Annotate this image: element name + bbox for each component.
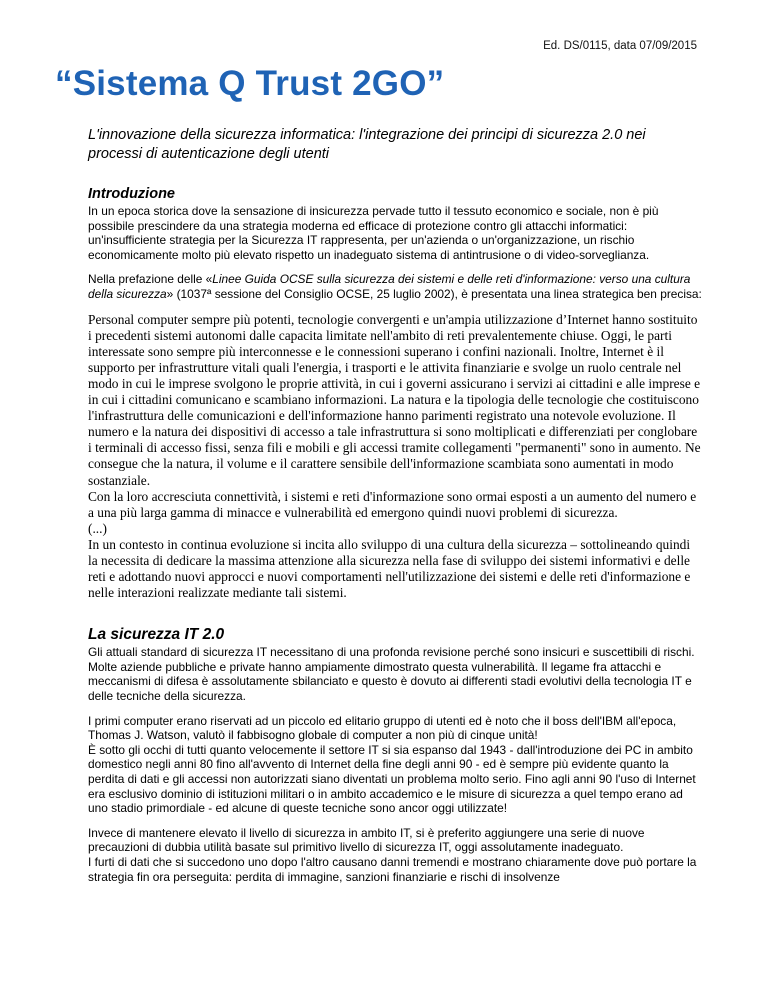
document-body: [88, 126, 703, 894]
quote-paragraph: Personal computer sempre più potenti, tecnologie convergenti e un'ampia utilizzazione d’Internet hanno sostituito i precedenti sistemi autonomi dalle capacita limitate nell'ambito di reti prevalentemente chiuse. Oggi, le parti interessate sono sempre più interconnesse e le connessioni superano i confini nazionali. Inoltre, Internet è il supporto per infrastrutture vitali quali l'energia, i trasporti e le attivita finanziarie e svolge un ruolo centrale nel modo in cui le imprese svolgono le proprie attività, in cui i governi assicurano i servizi ai cittadini e alle imprese e in cui i cittadini comunicano e scambiano informazioni. La natura e la tipologia delle tecnologie che costituiscono l'infrastruttura delle comunicazioni e dell'informazione hanno parimenti registrato una notevole evoluzione. Il numero e la natura dei dispositivi di accesso a tale infrastruttura si sono moltiplicati e differenziati per conglobare i terminali di accesso fissi, senza fili e mobili e gli accessi tramite collegamenti "permanenti" sono in aumento. Ne consegue che la natura, il volume e il carattere sensibile dell'informazione scambiata sono aumentati in modo sostanziale.: [88, 311, 701, 488]
section-heading-introduzione: Introduzione: [88, 186, 175, 202]
intro-paragraph-1: In un epoca storica dove la sensazione di insicurezza pervade tutto il tessuto economico e sociale, non è più possibile prescindere da una strategia moderna ed efficace di protezione contro gli attacchi informatici: un'insufficiente strategia per la Sicurezza IT rappresenta, per un'azienda o un'organizzazione, un rischio economicamente molto più elevato rispetto un inadeguato sistema di antintrusione o di video-sorveglianza.: [88, 204, 659, 262]
oecd-quote: [88, 312, 703, 602]
intro-paragraph-2-italic: Linee Guida OCSE sulla sicurezza dei sistemi e delle reti d'informazione: verso una cultura della sicurezza: [88, 272, 691, 301]
intro-paragraph-2-pre: Nella prefazione delle «: [88, 272, 213, 287]
document-title: “Sistema Q Trust 2GO”: [55, 64, 445, 103]
security-paragraph-2-line: È sotto gli occhi di tutti quanto velocemente il settore IT si sia espanso dal 1943 - dall'introduzione dei PC in ambito domestico negli anni 80 fino all'avvento di Internet della fine degli anni 90 - ed è sempre più evidente quanto la perdita di dati e gli accessi non autorizzati siano diventati un problema molto serio. Fino agli anni 90 l'uso di Internet era esclusivo dominio di istituzioni militari o in ambito accademico e le misure di sicurezza a quel tempo erano ad uno stadio primordiale - ed alcune di queste tecniche sono ancor oggi utilizzate!: [88, 742, 696, 816]
document-subtitle: L'innovazione della sicurezza informatica: l'integrazione dei principi di sicurezza 2.0 nei processi di autenticazione degli utenti: [88, 127, 646, 162]
security-paragraph-2: [88, 714, 703, 816]
quote-paragraph: Con la loro accresciuta connettività, i sistemi e reti d'informazione sono ormai esposti a un aumento del numero e a una più larga gamma di minacce e vulnerabilità ed emergono quindi nuovi problemi di sicurezza.: [88, 488, 697, 520]
security-paragraph-1: Gli attuali standard di sicurezza IT necessitano di una profonda revisione perché sono insicuri e suscettibili di rischi. Molte aziende pubbliche e private hanno ampiamente dimostrato questa vulnerabilità. Il legame fra attacchi e meccanismi di difesa è assolutamente sbilanciato e questo è dovuto ai differenti stadi evolutivi della tecnologia IT e delle tecniche della sicurezza.: [88, 645, 695, 704]
quote-paragraph: (...): [88, 520, 107, 536]
intro-paragraph-2: [88, 272, 703, 301]
quote-paragraph: In un contesto in continua evoluzione si incita allo sviluppo di una cultura della sicurezza – sottolineando quindi la necessita di dedicare la massima attenzione alla sicurezza nella fase di sviluppo dei sistemi informativi e delle reti e adottando nuovi approcci e nuovi comportamenti nell'utilizzazione dei sistemi e delle reti d'informazione e nelle interazioni realizzate mediante tali sistemi.: [88, 536, 691, 601]
security-paragraph-3-line: I furti di dati che si succedono uno dopo l'altro causano danni tremendi e mostrano chiaramente dove può portare la strategia fin ora perseguita: perdita di immagine, sanzioni finanziarie e rischi di insolvenze: [88, 854, 697, 884]
security-paragraph-3-line: Invece di mantenere elevato il livello di sicurezza in ambito IT, si è preferito aggiungere una serie di nuove precauzioni di dubbia utilità basate sul primitivo livello di sicurezza IT, oggi assolutamente inadeguato.: [88, 825, 645, 855]
security-paragraph-3: [88, 826, 703, 884]
edition-info: Ed. DS/0115, data 07/09/2015: [543, 40, 697, 52]
security-paragraph-2-line: I primi computer erano riservati ad un piccolo ed elitario gruppo di utenti ed è noto che il boss dell'IBM all'epoca, Thomas J. Watson, valutò il fabbisogno globale di computer a non più di cinque unità!: [88, 713, 677, 743]
intro-paragraph-2-post: » (1037ª sessione del Consiglio OCSE, 25 luglio 2002), è presentata una linea strategica ben precisa:: [166, 286, 702, 301]
section-heading-sicurezza: La sicurezza IT 2.0: [88, 626, 225, 644]
